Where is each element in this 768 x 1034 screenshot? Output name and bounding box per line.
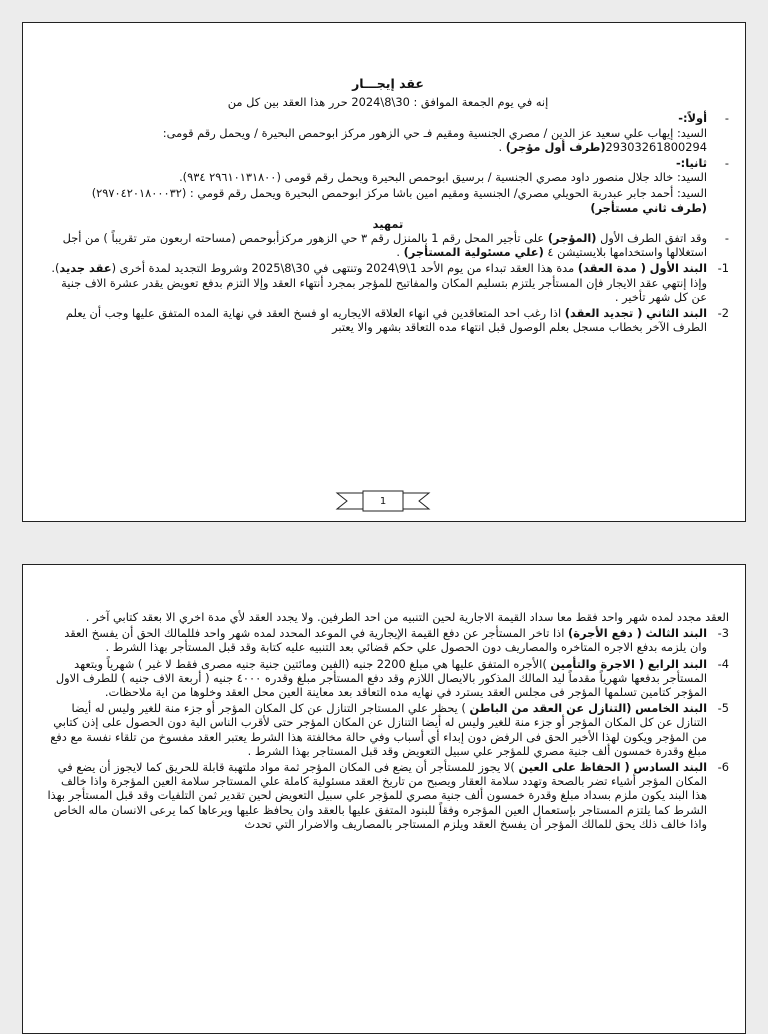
clause-3: 3- البند الثالث ( دفع الأجرة) اذا تاخر المستأجر عن دفع القيمة الإيجارية في الموعد المحدد لمده شهر واحد فللمالك الحق أن يفسخ العقد وان يلزمه بدفع الاجره المتاخره والمصاريف دون الحصول علي حكم قضائي بعد التنبيه عليه كتابة وقد قبل المستأجر بهذا الشرط . — [64, 626, 729, 655]
clause-2-heading: البند الثاني — [646, 306, 707, 321]
clause-6-heading: البند السادس — [633, 760, 707, 775]
clause-5-heading: البند الخامس — [635, 701, 707, 716]
page-2-body — [47, 610, 729, 831]
clause-5: 5- البند الخامس (التنازل عن العقد من الباطن ) يحظر علي المستاجر التنازل عن كل المكان المؤجر أو جزء منة للغير وليس له أيضا التنازل عن كل المكان المؤجر أو جزء منة للغير وليس له أيضا التنازل عن المكان المؤجر حتى لأقرب الناس الية دون الحصول على إذن كتابي من المؤجر ويكون لهذا الأخير الحق فى الرفض دون إبداء أي أسباب وفي حالة مخالفتة هذا الشرط يعتبر العقد مفسوخ من تلقاء نفسة مع دفع مبلغ وقدرة خمسون ألف جنية مصري للمؤجر علي سبيل التعويض وقد قبل المستاجر بهذا الشرط . — [50, 701, 729, 758]
clause-1-heading: البند الأول — [649, 261, 707, 276]
second-party-person-1: السيد: خالد جلال منصور داود مصري الجنسية / برسيق ابوحمص البحيرة ويحمل رقم قومى (٢٩٦١٠١٣١٨٠٠ ٩٣٤). — [179, 170, 707, 185]
clause-1-continuation: وإذا إنتهي عقد الايجار فإن المستأجر يلتزم بتسليم المكان والمفاتيح للمؤجر بمجرد أنتهاء العقد وإلا التزم بدفع تعويض يقدر عشرة الاف جنية عن كل شهر تأخير . — [61, 275, 707, 304]
clause-2-continuation: العقد مجدد لمده شهر واحد فقط معا سداد القيمة الاجارية لحين التنبيه من احد الطرفين. ولا يجدد العقد لأي مدة اخري الا بعقد كتابي آخر . — [85, 610, 729, 624]
clause-6: 6- البند السادس ( الحفاظ على العين )لا يجوز للمستأجر أن يضع فى المكان المؤجر ثمة مواد ملتهبة قابلة للحريق كما لايجوز أن يضع في المكان المؤجر أشياء تضر بالصحة وتهدد سلامة العقار ويصبح من تاريخ العقد مسئولية كاملة علي المستاجر سلامة العين المؤجرة واذا خالف هذا البند يكون ملزم بسداد مبلغ وقدرة خمسون ألف جنية مصري للمؤجر علي سبيل التعويض لحين تقدير ثمن التلفيات وقد قبل المستأجر بهذا الشرط كما يلتزم المستاجر بإستعمال العين المؤجره وفقاً للبنود المتفق عليها بالعقد وان يحافظ عليها ويرعاها كما يرعى الانسان ماله الخاص واذا خالف ذلك يحق للمالك المؤجر أن يفسخ العقد ويلزم المستاجر بالمصاريف والاضرار التي تحدث — [47, 760, 729, 831]
clause-4: 4- البند الرابع ( الاجرة والتأمين )الأجره المتفق عليها هي مبلغ 2200 جنيه (الفين ومائتين جنية جنيه مصرى فقط لا غير ) شهرياً ويتعهد المستأجر بدفعها شهرياً مقدماً ليد المالك المذكور بالايصال اللازم وقد دفع المستأجر مبلغ وقدره ٤٠٠٠ جنيه ( أربعة الاف جنيه ) للطرف الاول المؤجر كتامين تسلمها المؤجر فى مجلس العقد يسترد في نهايه مده التعاقد بعد معاينة العين محل العقد وخلوها من اية ملاحظات. — [55, 656, 729, 700]
preamble-paragraph: - وقد اتفق الطرف الأول (المؤجر) على تأجير المحل رقم 1 بالمنزل رقم ٣ حي الزهور مركزأبوحمص (مساحته اربعون متر تقريباً ) من أجل استغلالها واستخدامها بلايستيشن ٤ (علي مسئولية المستأجر) . — [62, 231, 729, 260]
contract-date-line: إنه في يوم الجمعة الموافق : 30\8\2024 حرر هذا العقد بين كل من — [227, 95, 549, 110]
first-party-label: أولاً:- — [678, 111, 707, 126]
clause-4-heading: البند الرابع — [647, 656, 707, 671]
page-number-ribbon — [335, 489, 431, 515]
first-party-details: السيد: إيهاب علي سعيد عز الدين / مصري الجنسية ومقيم فـ حي الزهور مركز ابوحمص البحيرة / ويحمل رقم قومى: 29303261800294(طرف أول مؤجر) . — [162, 125, 707, 154]
document-page-1 — [22, 22, 746, 522]
first-party-heading: - أولاً:- — [678, 111, 729, 126]
page-1-body — [47, 77, 729, 334]
clause-1: 1- البند الأول ( مدة العقد) مدة هذا العقد تبداء من يوم الأحد 1\9\2024 وتنتهى في 30\8\2025 وشروط التجديد لمدة أخرى (عقد جديد). — [51, 261, 729, 276]
document-page-2 — [22, 564, 746, 1034]
page-number: 1 — [379, 496, 387, 507]
contract-title: عقد إيجـــار — [352, 76, 424, 91]
second-party-heading: - ثانيا:- — [675, 156, 729, 171]
first-party-role: (طرف أول مؤجر) — [505, 139, 606, 154]
preamble-heading: تمهيد — [372, 216, 404, 231]
second-party-person-2: السيد: أحمد جابر عبدربة الحويلي مصري/ الجنسية ومقيم امين باشا مركز ابوحمص البحيرة ويحمل رقم قومي : (٢٩٧٠٤٢٠١٨٠٠٠٣٢) — [91, 186, 707, 201]
clause-3-heading: البند الثالث — [645, 626, 707, 641]
second-party-role: (طرف ثاني مستأجر) — [590, 200, 707, 215]
second-party-label: ثانيا:- — [675, 156, 707, 171]
clause-2: 2- البند الثاني ( تجديد العقد) اذا رغب احد المتعاقدين في انهاء العلاقه الايجاريه او فسخ العقد في نهاية المده المتفق عليها وجب أن يعلم الطرف الآخر بخطاب مسجل بعلم الوصول قبل انتهاء مده التعاقد بشهر والا يعتبر — [65, 306, 729, 335]
